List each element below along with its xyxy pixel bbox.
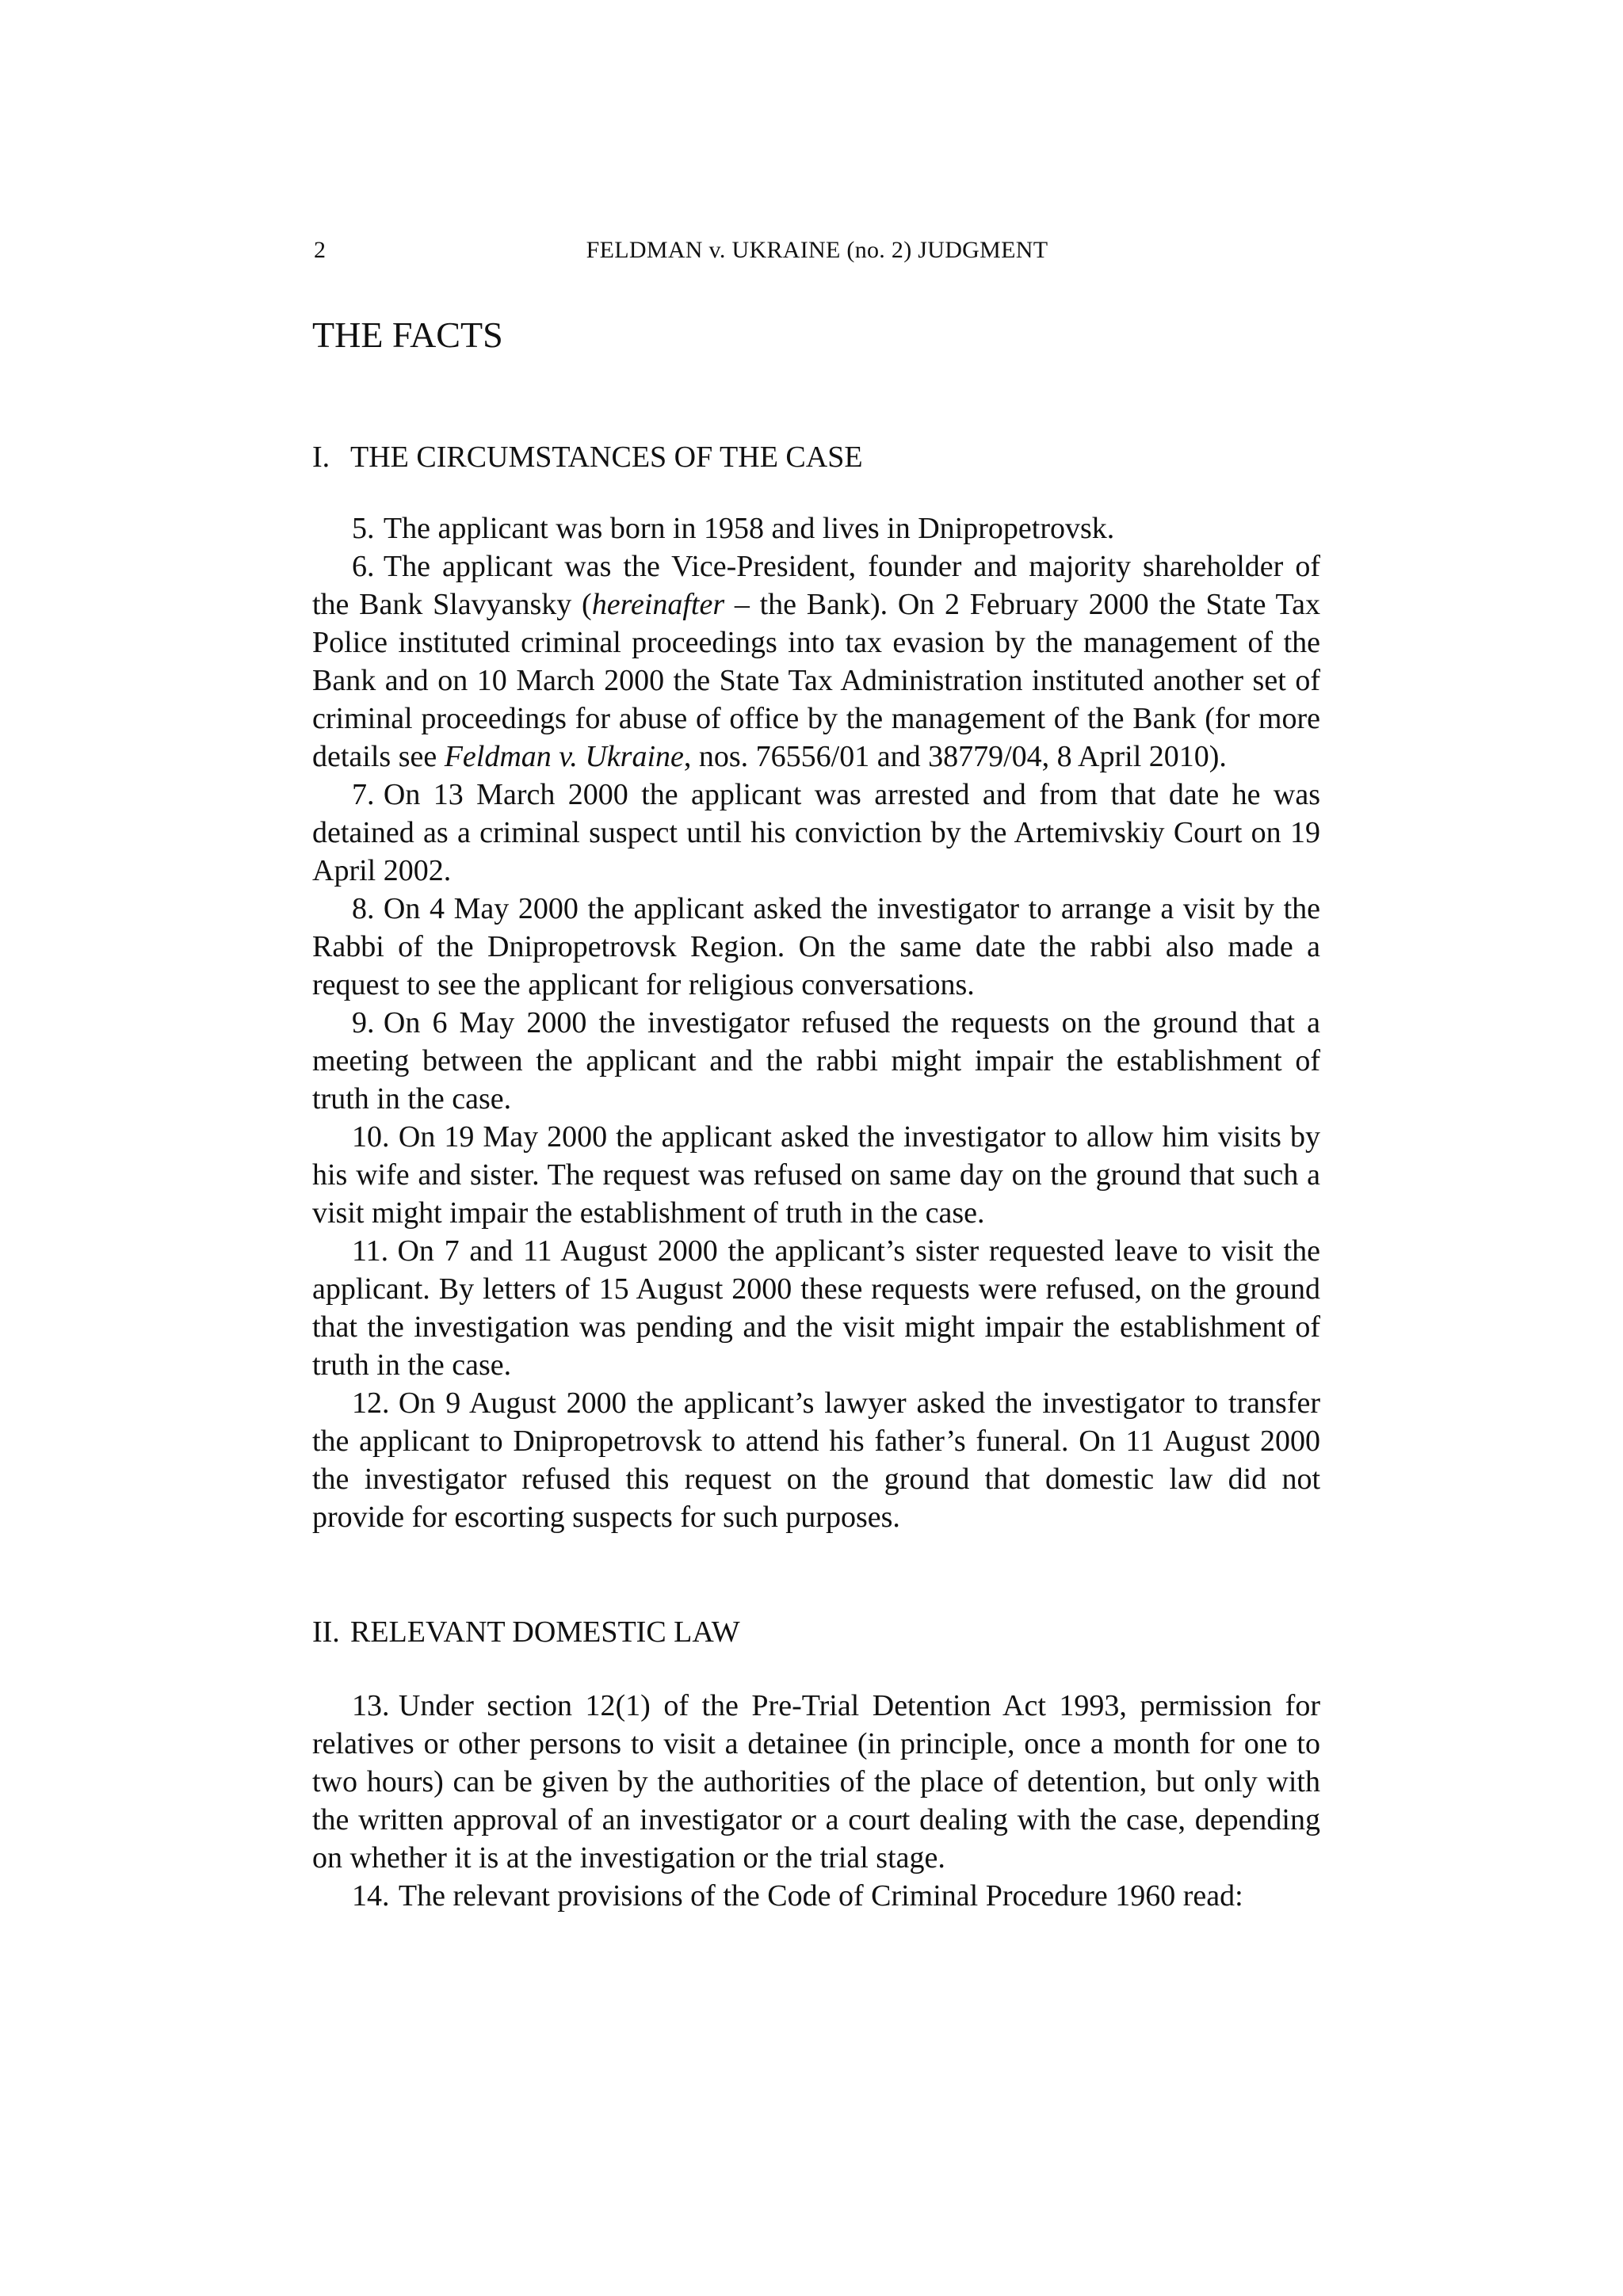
paragraph-text: The relevant provisions of the Code of Criminal Procedure 1960 read: [398,1879,1243,1913]
paragraph-8 [312,890,1320,1004]
paragraph-7 [312,776,1320,890]
paragraph-11 [312,1232,1320,1384]
case-citation: Feldman v. Ukraine [444,740,684,773]
paragraph-number: 6. [352,550,375,583]
paragraph-number: 12. [352,1386,390,1420]
paragraph-number: 14. [352,1879,390,1913]
paragraph-text: – the Bank). On 2 February 2000 the State Tax Police instituted criminal proceedings into tax evasion by the management of the Bank and on 10 March 2000 the State Tax Administration instituted another set of criminal proceedings for abuse of office by the management of the Bank (for more details see [312,588,1320,773]
running-header [314,235,1320,266]
section-heading-domestic-law [312,1613,740,1651]
section-title: THE CIRCUMSTANCES OF THE CASE [350,441,863,474]
paragraph-10 [312,1118,1320,1232]
section-heading-circumstances [312,438,863,476]
paragraph-number: 13. [352,1689,390,1722]
paragraph-text: The applicant was the Vice-President, founder and majority shareholder of the Bank Slavyansky ( [312,550,1320,621]
section-title: RELEVANT DOMESTIC LAW [350,1615,740,1649]
paragraph-number: 10. [352,1120,390,1154]
paragraph-text: The applicant was born in 1958 and lives in Dnipropetrovsk. [383,512,1115,545]
paragraph-text: On 19 May 2000 the applicant asked the investigator to allow him visits by his wife and sister. The request was refused on same day on the ground that such a visit might impair the establishment of truth in the case. [312,1120,1320,1230]
paragraph-number: 11. [352,1234,389,1268]
paragraph-5 [312,509,1320,547]
paragraph-9 [312,1004,1320,1118]
paragraph-text: On 9 August 2000 the applicant’s lawyer asked the investigator to transfer the applicant to Dnipropetrovsk to attend his father’s funeral. On 11 August 2000 the investigator refused this request on the ground that domestic law did not provide for escorting suspects for such purposes. [312,1386,1320,1534]
paragraph-number: 9. [352,1006,375,1039]
paragraph-number: 8. [352,892,375,925]
paragraph-text: On 4 May 2000 the applicant asked the investigator to arrange a visit by the Rabbi of the Dnipropetrovsk Region. On the same date the rabbi also made a request to see the applicant for religious conversations. [312,892,1320,1001]
paragraph-6 [312,547,1320,776]
italic-term: hereinafter [591,588,725,621]
section-number: I. [312,441,330,474]
paragraph-13 [312,1687,1320,1877]
paragraph-12 [312,1384,1320,1536]
paragraph-number: 7. [352,778,375,811]
paragraph-14 [312,1877,1320,1915]
section-number: II. [312,1615,340,1649]
section-body-domestic-law [312,1687,1320,1915]
section-body-circumstances [312,509,1320,1536]
paragraph-number: 5. [352,512,375,545]
paragraph-text: On 7 and 11 August 2000 the applicant’s sister requested leave to visit the applicant. By letters of 15 August 2000 these requests were refused, on the ground that the investigation was pending and the visit might impair the establishment of truth in the case. [312,1234,1320,1382]
paragraph-text: On 6 May 2000 the investigator refused the requests on the ground that a meeting between the applicant and the rabbi might impair the establishment of truth in the case. [312,1006,1320,1116]
chapter-title: THE FACTS [312,315,503,355]
page-number: 2 [314,237,326,263]
paragraph-text: , nos. 76556/01 and 38779/04, 8 April 2010). [683,740,1227,773]
paragraph-text: On 13 March 2000 the applicant was arrested and from that date he was detained as a criminal suspect until his conviction by the Artemivskiy Court on 19 April 2002. [312,778,1320,887]
running-title: FELDMAN v. UKRAINE (no. 2) JUDGMENT [586,237,1048,263]
paragraph-text: Under section 12(1) of the Pre-Trial Detention Act 1993, permission for relatives or other persons to visit a detainee (in principle, once a month for one to two hours) can be given by the authorities of the place of detention, but only with the written approval of an investigator or a court dealing with the case, depending on whether it is at the investigation or the trial stage. [312,1689,1320,1875]
